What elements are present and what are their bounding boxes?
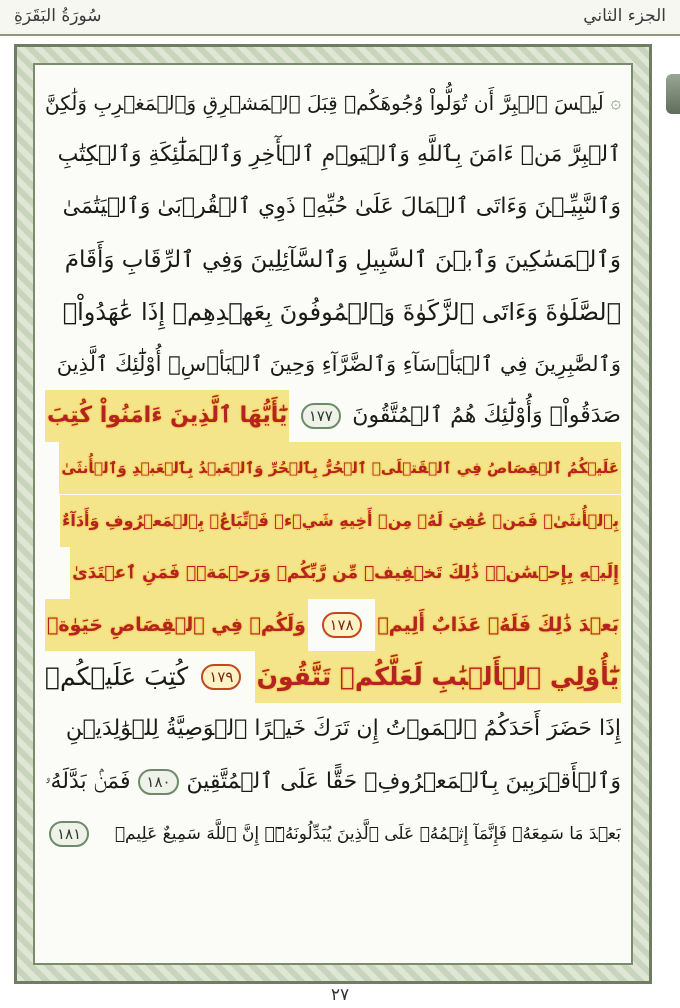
verse-text: صَدَقُواْۖ وَأُوْلَٰٓئِكَ هُمُ ٱلۡمُتَّقُونَ	[352, 403, 621, 429]
page-header	[0, 0, 680, 36]
verse-text: وَٱلۡأَقۡرَبِينَ بِٱلۡمَعۡرُوفِۖ حَقًّا عَلَى ٱلۡمُتَّقِينَ	[186, 768, 621, 794]
verse-text: ٱلۡبِرَّ مَنۡ ءَامَنَ بِٱللَّهِ وَٱلۡيَوۡمِ ٱلۡأٓخِرِ وَٱلۡمَلَٰٓئِكَةِ وَٱلۡكِتَٰبِ	[57, 142, 621, 168]
ayah-number-marker: ١٨١	[49, 821, 89, 847]
verse-text: ٱلصَّلَوٰةَ وَءَاتَى ٱلزَّكَوٰةَ وَٱلۡمُوفُونَ بِعَهۡدِهِمۡ إِذَا عَٰهَدُواْۖ	[62, 297, 621, 326]
verse-line	[45, 703, 621, 755]
verse-line	[45, 338, 621, 390]
ornamental-frame	[14, 44, 652, 984]
verse-text: لَيۡسَ ٱلۡبِرَّ أَن تُوَلُّواْ وُجُوهَكُمۡ قِبَلَ ٱلۡمَشۡرِقِ وَٱلۡمَغۡرِبِ وَلَٰكِنَّ	[45, 91, 604, 116]
verse-line	[45, 286, 621, 338]
verse-line	[45, 808, 621, 860]
verse-line	[45, 755, 621, 807]
verse-line	[45, 129, 621, 181]
verse-line	[45, 390, 621, 442]
verse-line	[45, 77, 621, 129]
ayah-number-marker: ١٧٨	[322, 612, 362, 638]
verse-lines	[45, 77, 621, 955]
verse-line	[45, 599, 621, 651]
verse-line	[45, 651, 621, 703]
highlighted-verse-text: إِلَيۡهِ بِإِحۡسَٰنٖۗ ذَٰلِكَ تَخۡفِيفٞ مِّن رَّبِّكُمۡ وَرَحۡمَةٞۗ فَمَنِ ٱعۡتَدَىٰ	[70, 547, 621, 599]
ayah-number-marker: ١٧٧	[301, 403, 341, 429]
verse-text: بَعۡدَ مَا سَمِعَهُۥ فَإِنَّمَآ إِثۡمُهُۥ عَلَى ٱلَّذِينَ يُبَدِّلُونَهُۥٓۚ إِنَّ ٱللَّهَ سَمِيعٌ عَلِيمٞ	[114, 823, 621, 844]
highlighted-verse-text: وَلَكُمۡ فِي ٱلۡقِصَاصِ حَيَوٰةٞ	[45, 599, 308, 651]
highlighted-verse-text: بَعۡدَ ذَٰلِكَ فَلَهُۥ عَذَابٌ أَلِيمٞ	[375, 599, 621, 651]
verse-text: إِذَا حَضَرَ أَحَدَكُمُ ٱلۡمَوۡتُ إِن تَرَكَ خَيۡرًا ٱلۡوَصِيَّةُ لِلۡوَٰلِدَيۡنِ	[65, 716, 621, 742]
verse-text: وَٱلۡمَسَٰكِينَ وَٱبۡنَ ٱلسَّبِيلِ وَٱلسَّآئِلِينَ وَفِي ٱلرِّقَابِ وَأَقَامَ	[64, 246, 621, 273]
highlighted-verse-text: يَٰٓأَيُّهَا ٱلَّذِينَ ءَامَنُواْ كُتِبَ	[45, 390, 289, 442]
verse-text: وَٱلصَّٰبِرِينَ فِي ٱلۡبَأۡسَآءِ وَٱلضَّرَّآءِ وَحِينَ ٱلۡبَأۡسِۗ أُوْلَٰٓئِكَ ٱلَّذِينَ	[56, 352, 621, 377]
ayah-number-marker: ١٨٠	[138, 769, 178, 795]
verse-line	[45, 547, 621, 599]
verse-text: فَمَنۢ بَدَّلَهُۥ	[45, 768, 131, 794]
verse-text: وَٱلنَّبِيِّـۧنَ وَءَاتَى ٱلۡمَالَ عَلَىٰ حُبِّهِۦ ذَوِي ٱلۡقُرۡبَىٰ وَٱلۡيَتَٰمَىٰ	[62, 194, 621, 220]
ayah-number-marker: ١٧٩	[201, 664, 241, 690]
bookmark-tab[interactable]	[666, 74, 680, 114]
surah-name: سُورَةُ البَقَرَةِ	[14, 6, 102, 26]
verse-line	[45, 442, 621, 494]
text-panel	[33, 63, 633, 965]
verse-text: كُتِبَ عَلَيۡكُمۡ	[45, 662, 189, 692]
verse-line	[45, 234, 621, 286]
rub-el-hizb-icon: ۞	[610, 92, 621, 114]
highlighted-verse-text: عَلَيۡكُمُ ٱلۡقِصَاصُ فِي ٱلۡقَتۡلَىۖ ٱلۡحُرُّ بِٱلۡحُرِّ وَٱلۡعَبۡدُ بِٱلۡعَبۡدِ وَٱلۡأُنثَىٰ	[59, 442, 621, 494]
juz-name: الجزء الثاني	[583, 6, 666, 26]
highlighted-verse-text: بِٱلۡأُنثَىٰۚ فَمَنۡ عُفِيَ لَهُۥ مِنۡ أَخِيهِ شَيۡءٞ فَٱتِّبَاعُۢ بِٱلۡمَعۡرُوفِ وَأَدَآءٌ	[60, 495, 621, 547]
highlighted-verse-text: يَٰٓأُوْلِي ٱلۡأَلۡبَٰبِ لَعَلَّكُمۡ تَتَّقُونَ	[255, 651, 621, 703]
page-number: ٢٧	[330, 985, 350, 1005]
verse-line	[45, 181, 621, 233]
verse-line	[45, 495, 621, 547]
